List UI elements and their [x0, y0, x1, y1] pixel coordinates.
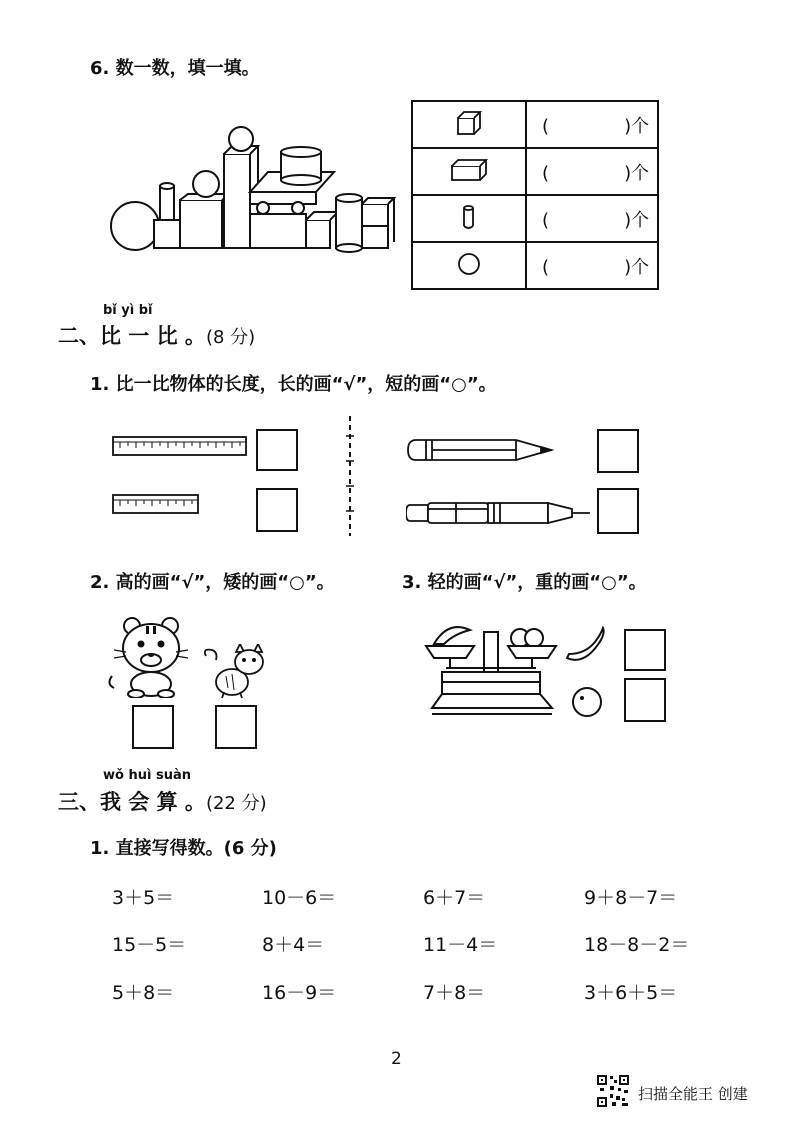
cat-illustration: [202, 644, 268, 700]
equation: 16－9＝: [262, 982, 337, 1004]
section2-q1: 1. 比一比物体的长度，长的画“√”，短的画“○”。: [90, 374, 497, 395]
answer-box-cat[interactable]: [215, 705, 257, 749]
cylinder-icon: [459, 203, 479, 231]
section2-title: 二、比 一 比 。: [58, 324, 206, 348]
answer-box-short-ruler[interactable]: [256, 488, 298, 532]
section3-title: 三、我 会 算 。: [58, 790, 206, 814]
sphere-icon: [455, 250, 483, 278]
tiger-illustration: [106, 616, 196, 698]
open-paren: (: [542, 115, 550, 137]
long-ruler-illustration: [112, 434, 248, 458]
answer-box-pencil[interactable]: [597, 429, 639, 473]
equation: 3＋6＋5＝: [584, 982, 678, 1004]
equation: 15－5＝: [112, 934, 187, 956]
answer-box-orange[interactable]: [624, 678, 666, 722]
answer-blank-cuboid[interactable]: )个: [624, 162, 650, 184]
stacked-shapes-illustration: [108, 122, 398, 254]
section2-q2: 2. 高的画“√”，矮的画“○”。: [90, 572, 335, 593]
table-row: [412, 242, 658, 289]
section2-score: (8 分): [205, 327, 256, 348]
equation: 18－8－2＝: [584, 934, 690, 956]
section2-pinyin: bǐ yì bǐ: [103, 303, 153, 318]
equation: 3＋5＝: [112, 887, 175, 909]
cube-icon: [454, 109, 484, 137]
table-row: [412, 148, 658, 195]
counting-table: [411, 100, 659, 290]
open-paren: (: [542, 162, 550, 184]
answer-box-banana[interactable]: [624, 629, 666, 671]
equation: 9＋8－7＝: [584, 887, 678, 909]
answer-blank-sphere[interactable]: )个: [624, 256, 650, 278]
equation: 7＋8＝: [423, 982, 486, 1004]
table-row: [412, 101, 658, 148]
section2-heading: [58, 320, 255, 350]
answer-box-tiger[interactable]: [132, 705, 174, 749]
qr-code-icon: [596, 1074, 630, 1108]
page-number: 2: [391, 1049, 402, 1069]
answer-blank-cube[interactable]: )个: [624, 115, 650, 137]
scanner-watermark: 扫描全能王 创建: [638, 1085, 748, 1103]
cuboid-icon: [449, 156, 489, 184]
section3-q1: 1. 直接写得数。(6 分): [90, 838, 277, 859]
equation: 11－4＝: [423, 934, 498, 956]
section3-pinyin: wǒ huì suàn: [103, 768, 191, 783]
section3-heading: [58, 786, 267, 816]
banana-illustration: [565, 626, 607, 668]
equation: 8＋4＝: [262, 934, 325, 956]
answer-box-long-ruler[interactable]: [256, 429, 298, 471]
balance-scale-illustration: [424, 616, 560, 718]
table-row: [412, 195, 658, 242]
equation: 10－6＝: [262, 887, 337, 909]
orange-illustration: [570, 684, 606, 720]
open-paren: (: [542, 209, 550, 231]
pen-illustration: [406, 497, 592, 529]
equation: 6＋7＝: [423, 887, 486, 909]
answer-blank-cylinder[interactable]: )个: [624, 209, 650, 231]
short-ruler-illustration: [112, 492, 202, 516]
section3-score: (22 分): [205, 793, 267, 814]
dashed-divider: [345, 416, 355, 536]
section2-q3: 3. 轻的画“√”，重的画“○”。: [402, 572, 647, 593]
equation: 5＋8＝: [112, 982, 175, 1004]
q6-title: 6. 数一数，填一填。: [90, 58, 260, 79]
answer-box-pen[interactable]: [597, 488, 639, 534]
pencil-illustration: [406, 436, 554, 464]
open-paren: (: [542, 256, 550, 278]
